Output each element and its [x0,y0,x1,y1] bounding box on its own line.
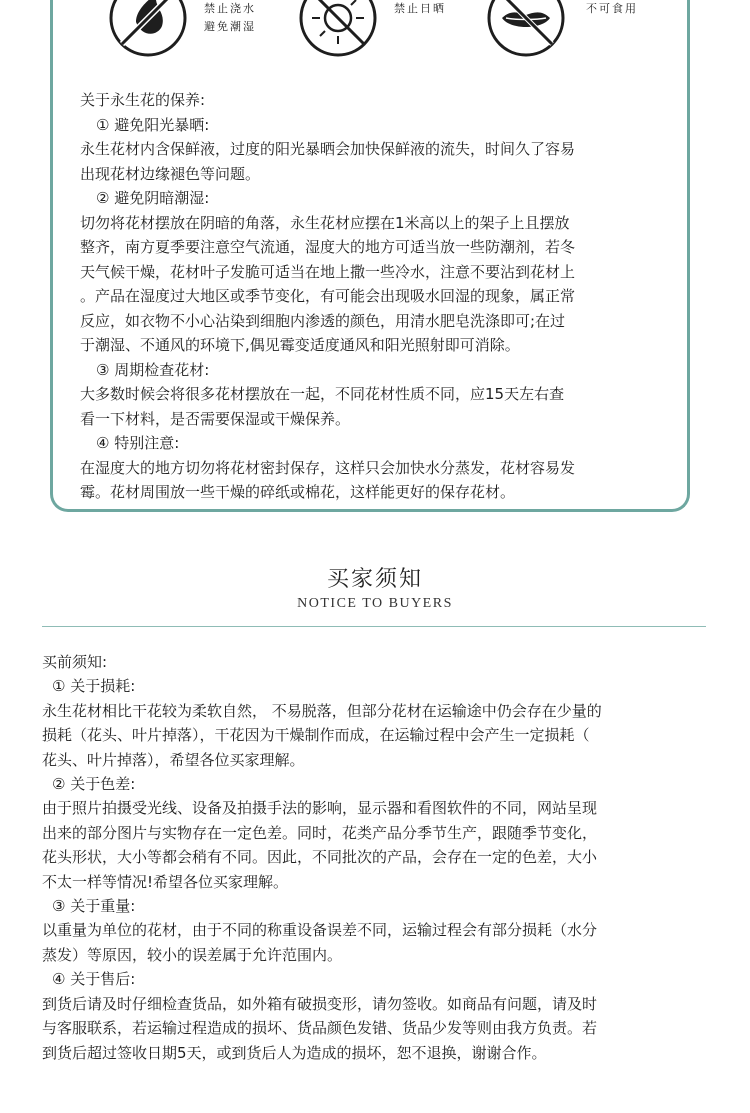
care-heading: 关于永生花的保养: [80,91,206,109]
notice-heading: 买前须知: [42,653,108,671]
notice-n2-line: 花头形状，大小等都会稍有不同。因此，不同批次的产品，会存在一定的色差，大小 [42,848,598,867]
not-edible-icon [486,0,566,58]
care-s2-line: 于潮湿、不通风的环境下,偶见霉变适度通风和阳光照射即可消除。 [80,336,520,354]
care-s1-line: 出现花材边缘褪色等问题。 [80,164,261,183]
notice-n2-title: ② 关于色差: [52,775,136,794]
notice-divider [42,626,706,627]
no-sun-label-line1: 禁止日晒 [394,2,446,15]
notice-n3-line: 以重量为单位的花材，由于不同的称重设备误差不同，运输过程会有部分损耗（水分 [42,921,598,940]
notice-n3-line: 蒸发）等原因，较小的误差属于允许范围内。 [42,945,343,964]
no-sun-icon [298,0,378,58]
notice-n1-title: ① 关于损耗: [52,677,136,696]
no-water-label-line1: 禁止浇水 [204,2,256,15]
care-text [80,88,680,505]
notice-n2-line: 不太一样等情况!希望各位买家理解。 [42,872,289,891]
notice-n4-line: 到货后超过签收日期5天，或到货后人为造成的损坏，恕不退换，谢谢合作。 [42,1043,547,1062]
notice-title: 买家须知 [326,567,423,592]
notice-subtitle: NOTICE TO BUYERS [297,596,453,611]
notice-n4-line: 与客服联系，若运输过程造成的损坏、货品颜色发错、货品少发等则由我方负责。若 [42,1019,598,1038]
notice-n4-line: 到货后请及时仔细检查货品，如外箱有破损变形，请勿签收。如商品有问题，请及时 [42,994,598,1013]
care-s1-line: 永生花材内含保鲜液，过度的阳光暴晒会加快保鲜液的流失，时间久了容易 [80,140,576,158]
care-s2-line: 天气候干燥，花材叶子发脆可适当在地上撒一些冷水，注意不要沾到花材上 [80,262,576,281]
notice-n2-line: 由于照片拍摄受光线、设备及拍摄手法的影响，显示器和看图软件的不同，网站呈现 [42,799,598,818]
care-s2-line: 切勿将花材摆放在阴暗的角落，永生花材应摆在1米高以上的架子上且摆放 [80,213,570,232]
care-s2-line: 整齐，南方夏季要注意空气流通，湿度大的地方可适当放一些防潮剂，若冬 [80,238,576,256]
notice-n2-line: 出来的部分图片与实物存在一定色差。同时，花类产品分季节生产，跟随季节变化， [42,823,598,842]
care-s4-line: 霉。花材周围放一些干燥的碎纸或棉花，这样能更好的保存花材。 [80,483,516,501]
care-s2-line: 反应，如衣物不小心沾染到细胞内渗透的颜色，用清水肥皂洗涤即可;在过 [80,311,566,330]
notice-n4-title: ④ 关于售后: [52,970,136,989]
notice-n1-line: 损耗（花头、叶片掉落），干花因为干燥制作而成，在运输过程中会产生一定损耗（ [42,726,590,745]
care-s2-line: 。产品在湿度过大地区或季节变化，有可能会出现吸水回湿的现象，属正常 [80,287,576,305]
care-s2-title: ② 避免阴暗潮湿: [96,189,210,207]
notice-n3-title: ③ 关于重量: [52,897,136,916]
care-s4-title: ④ 特别注意: [96,434,180,452]
care-s3-line: 看一下材料，是否需要保湿或干燥保养。 [80,409,351,428]
no-water-label [204,0,256,36]
notice-n1-line: 花头、叶片掉落），希望各位买家理解。 [42,750,305,769]
notice-text [42,650,717,1065]
care-s3-line: 大多数时候会将很多花材摆放在一起，不同花材性质不同，应15天左右查 [80,385,565,403]
care-s4-line: 在湿度大的地方切勿将花材密封保存，这样只会加快水分蒸发，花材容易发 [80,458,576,477]
not-edible-label [586,0,638,18]
no-sun-label [394,0,446,18]
care-icons-row [0,0,750,66]
no-water-label-line2: 避免潮湿 [204,20,256,33]
not-edible-label-line1: 不可食用 [586,2,638,15]
care-s3-title: ③ 周期检查花材: [96,360,210,379]
no-water-icon [108,0,188,58]
care-s1-title: ① 避免阳光暴晒: [96,115,210,134]
notice-n1-line: 永生花材相比干花较为柔软自然， 不易脱落，但部分花材在运输途中仍会存在少量的 [42,701,602,720]
